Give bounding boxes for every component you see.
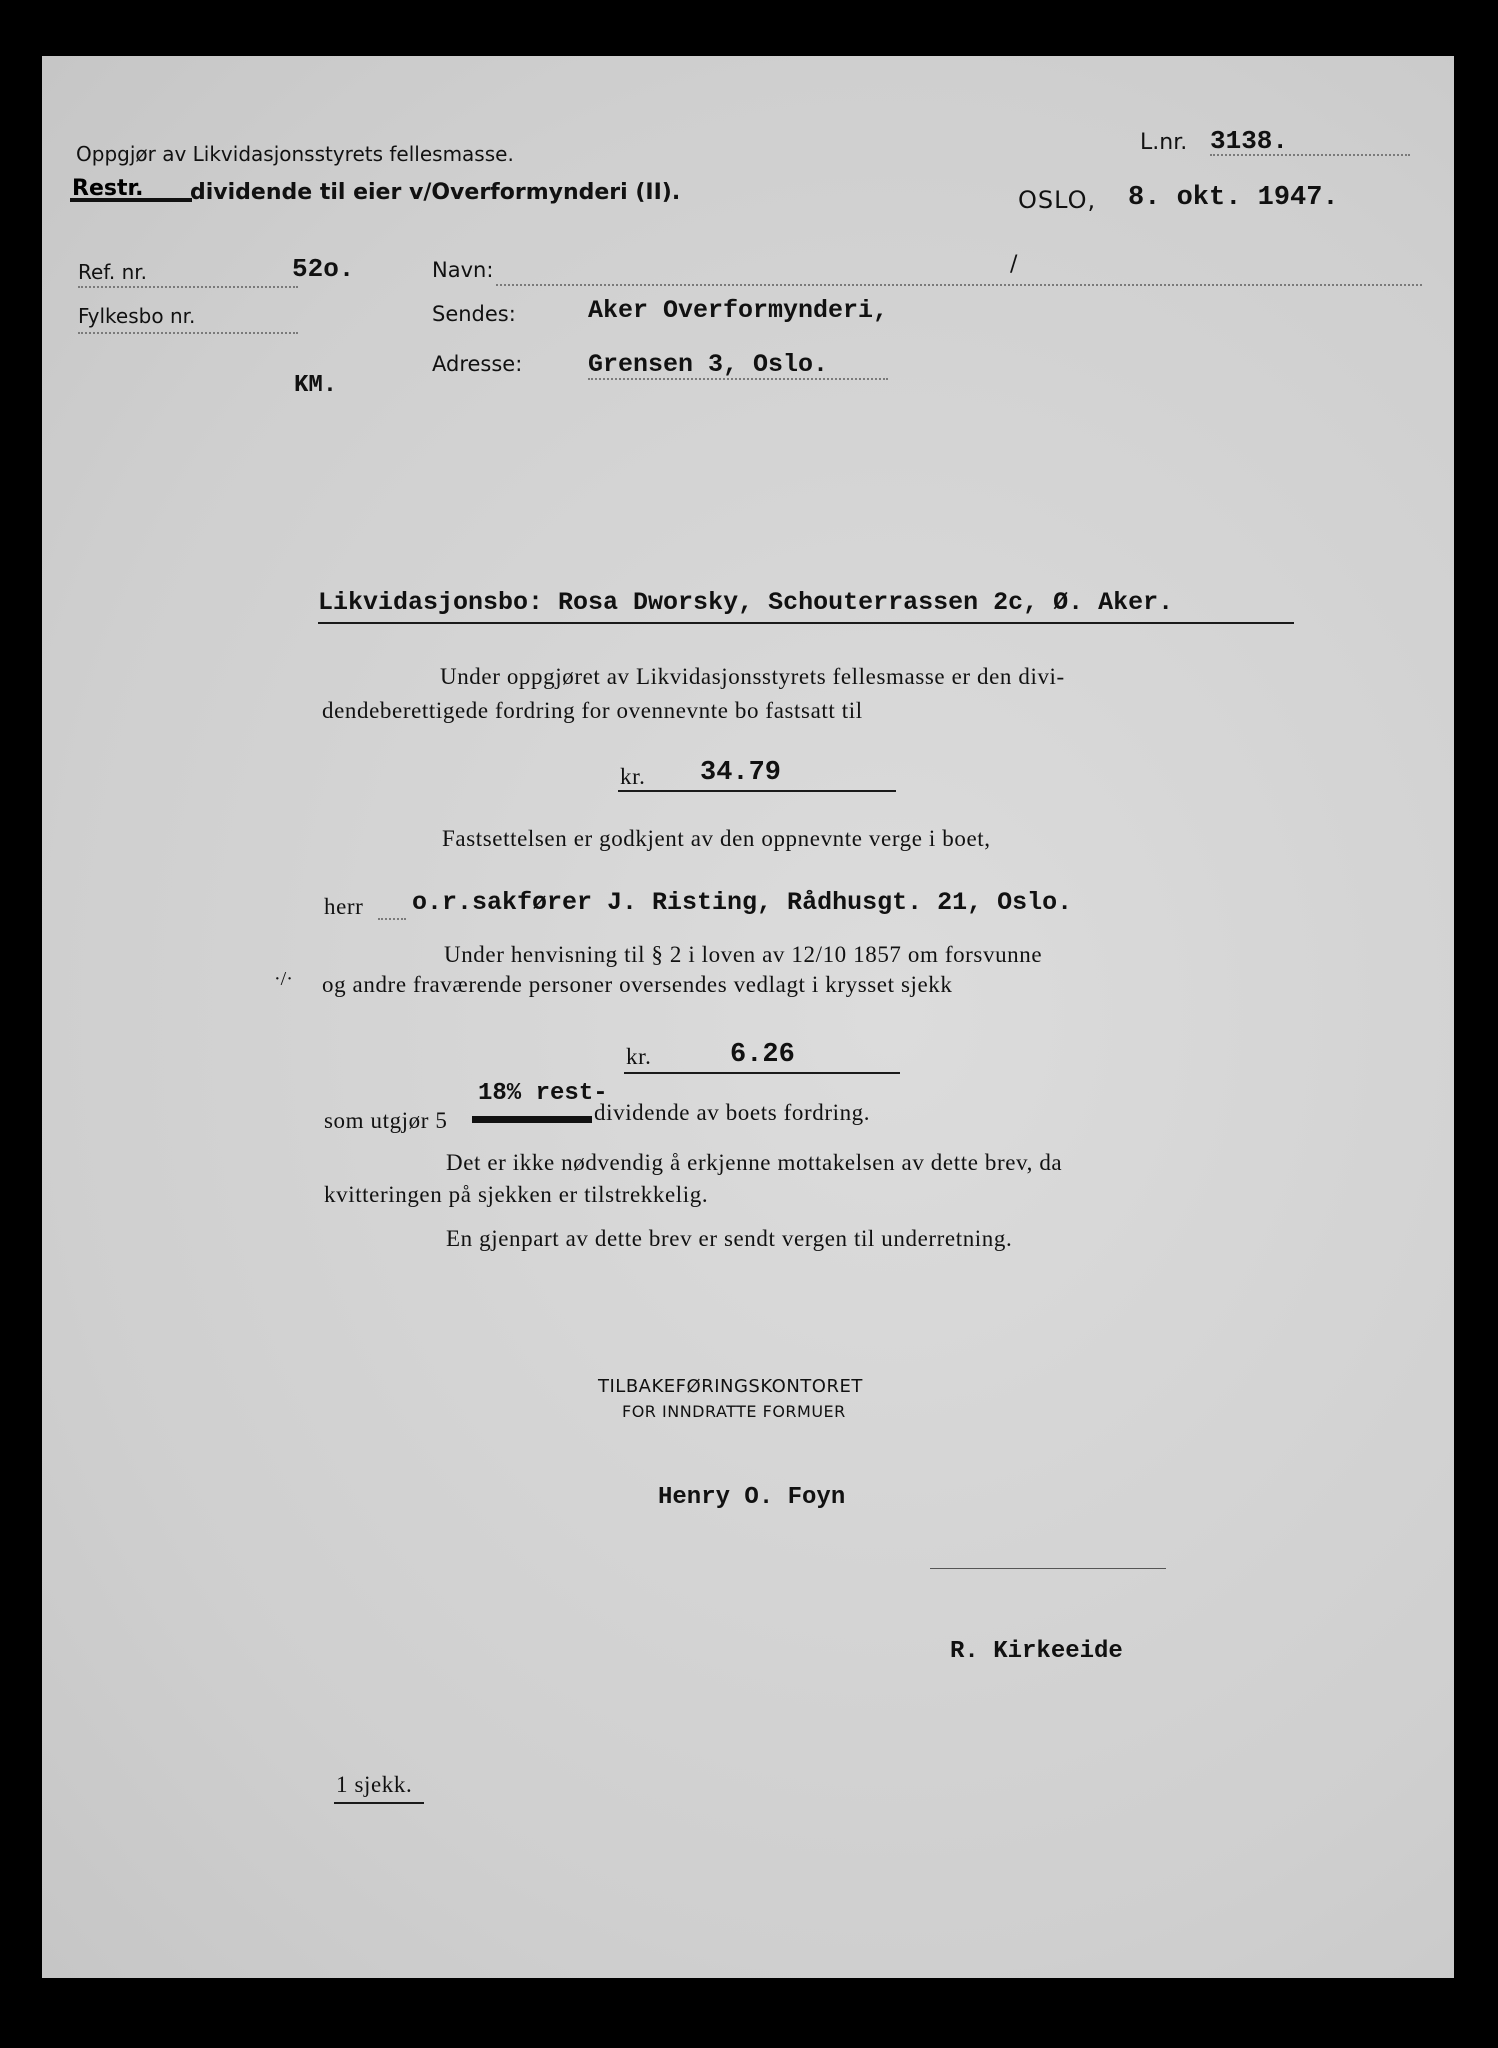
lnr-value: 3138. [1210, 126, 1289, 156]
para3-line2: og andre fraværende personer oversendes vedlagt i krysset sjekk [322, 972, 953, 997]
amount1-label: kr. [620, 764, 646, 789]
amount2-label: kr. [626, 1044, 652, 1069]
ref-value: 52o. [292, 254, 355, 284]
enclosure-underline [334, 1802, 424, 1804]
letter-page [42, 56, 1454, 1978]
amount2-underline [624, 1072, 900, 1074]
ref-label: Ref. nr. [78, 260, 148, 284]
lnr-label: L.nr. [1140, 130, 1188, 155]
ref-dotted-line [78, 286, 298, 288]
amount1-underline [618, 790, 896, 792]
herr-value: o.r.sakfører J. Risting, Rådhusgt. 21, Oslo. [412, 888, 1073, 917]
para1-line1: Under oppgjøret av Likvidasjonsstyrets fellesmasse er den divi- [440, 664, 1065, 689]
adresse-value: Grensen 3, Oslo. [588, 350, 829, 379]
navn-tick: / [1010, 252, 1018, 277]
para5-line1: Det er ikke nødvendig å erkjenne mottakelsen av dette brev, da [446, 1150, 1063, 1175]
amount2-value: 6.26 [730, 1040, 795, 1070]
para4-strikeout [472, 1116, 592, 1123]
km-mark: KM. [294, 372, 338, 399]
para2: Fastsettelsen er godkjent av den oppnevnte verge i boet, [442, 826, 991, 851]
lnr-dotted-line [1210, 154, 1410, 156]
para5-line2: kvitteringen på sjekken er tilstrekkelig. [324, 1182, 709, 1207]
strikethrough-mark [70, 198, 192, 202]
para4-end: dividende av boets fordring. [594, 1100, 871, 1125]
para4-start: som utgjør 5 [324, 1108, 448, 1133]
office-line2: FOR INNDRATTE FORMUER [622, 1402, 846, 1421]
signer2: R. Kirkeeide [950, 1638, 1123, 1665]
enclosure-note: 1 sjekk. [336, 1772, 413, 1797]
para3-line1: Under henvisning til § 2 i loven av 12/10 1857 om forsvunne [444, 942, 1043, 967]
navn-label: Navn: [432, 258, 494, 282]
signer1: Henry O. Foyn [658, 1484, 846, 1511]
herr-label: herr [324, 894, 364, 919]
amount1-value: 34.79 [700, 758, 782, 788]
para1-line2: dendeberettigede fordring for ovennevnte bo fastsatt til [322, 698, 863, 723]
adresse-dotted-line [588, 378, 888, 380]
para4-insert: 18% rest- [478, 1080, 608, 1107]
para6: En gjenpart av dette brev er sendt vergen til underretning. [446, 1226, 1013, 1251]
signature-line [930, 1568, 1166, 1569]
adresse-label: Adresse: [432, 352, 523, 376]
fylkesbo-dotted-line [78, 332, 298, 334]
navn-dotted-line [496, 284, 1422, 286]
struck-word: Restr. [72, 176, 144, 201]
header-subtitle: dividende til eier v/Overformynderi (II). [190, 180, 681, 205]
margin-mark: ·/· [274, 968, 293, 990]
sendes-value: Aker Overformynderi, [588, 296, 889, 325]
office-line1: TILBAKEFØRINGSKONTORET [598, 1376, 863, 1397]
herr-dotted-line [378, 918, 406, 920]
subject-line: Likvidasjonsbo: Rosa Dworsky, Schouterrassen 2c, Ø. Aker. [318, 588, 1174, 617]
header-title: Oppgjør av Likvidasjonsstyrets fellesmasse. [76, 142, 514, 166]
subject-underline [318, 622, 1294, 624]
fylkesbo-label: Fylkesbo nr. [78, 304, 196, 328]
date-place: OSLO, [1018, 186, 1097, 214]
sendes-label: Sendes: [432, 302, 516, 326]
date-value: 8. okt. 1947. [1128, 183, 1339, 213]
